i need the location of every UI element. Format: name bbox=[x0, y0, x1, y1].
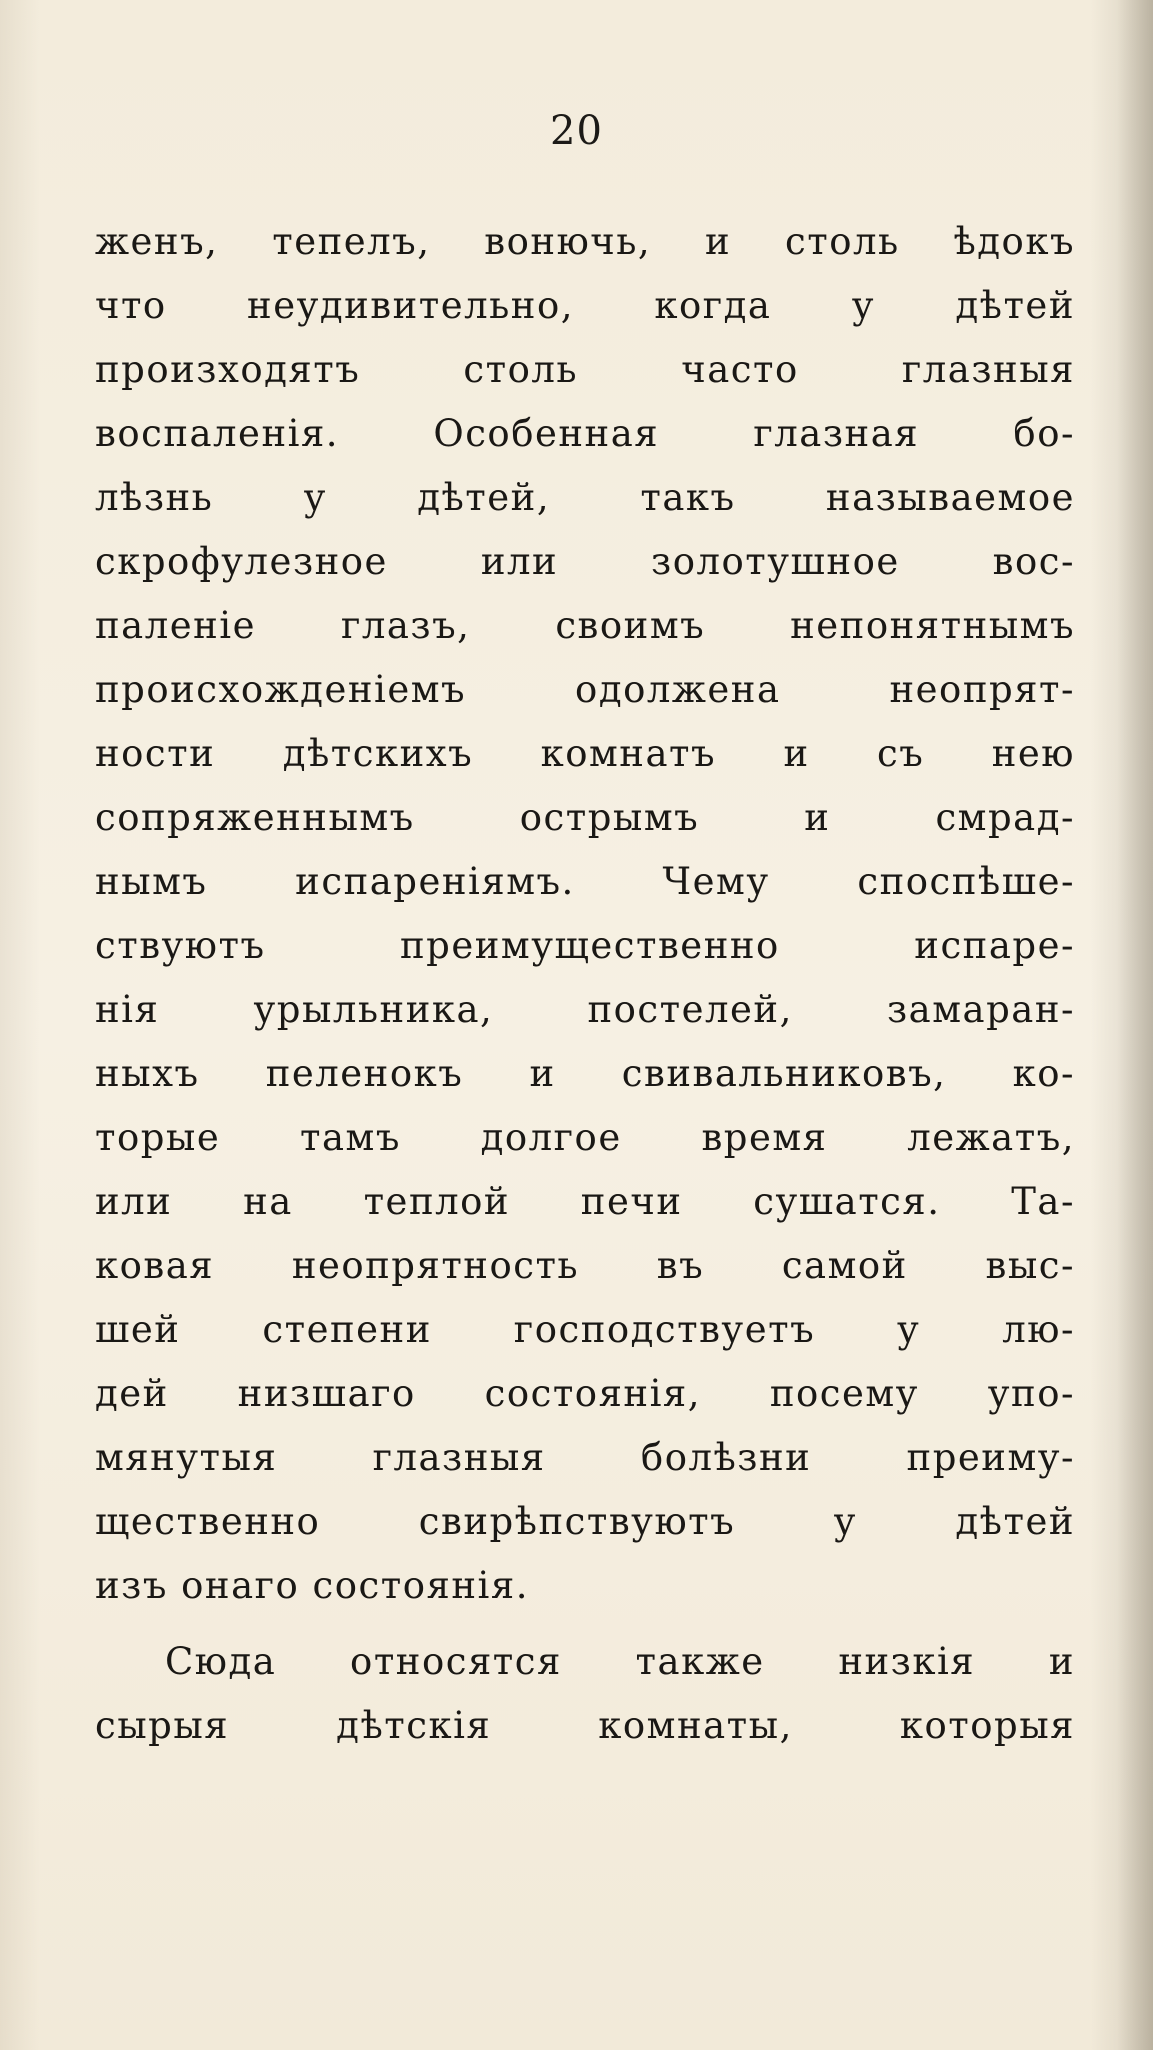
text-line: сырыя дѣтскія комнаты, которыя bbox=[95, 1704, 1075, 1747]
text-line: ныхъ пеленокъ и свивальниковъ, ко- bbox=[95, 1052, 1075, 1095]
text-line: или на теплой печи сушатся. Та- bbox=[95, 1180, 1075, 1223]
text-line: ности дѣтскихъ комнатъ и съ нею bbox=[95, 732, 1075, 775]
text-line: нія урыльника, постелей, замаран- bbox=[95, 988, 1075, 1031]
text-line: нымъ испареніямъ. Чему споспѣше- bbox=[95, 860, 1075, 903]
body-text bbox=[95, 210, 1075, 1758]
text-line: происхожденіемъ одолжена неопрят- bbox=[95, 668, 1075, 711]
text-line: ковая неопрятность въ самой выс- bbox=[95, 1244, 1075, 1287]
page-edge-shadow bbox=[1117, 0, 1153, 2050]
text-line: изъ онаго состоянія. bbox=[95, 1564, 529, 1607]
text-line: произходятъ столь часто глазныя bbox=[95, 348, 1075, 391]
text-line: щественно свирѣпствуютъ у дѣтей bbox=[95, 1500, 1075, 1543]
paragraph bbox=[95, 1630, 1075, 1758]
text-line: Сюда относятся также низкія и bbox=[165, 1640, 1075, 1683]
page-number: 20 bbox=[550, 108, 603, 154]
text-line: ствуютъ преимущественно испаре- bbox=[95, 924, 1075, 967]
text-line: торые тамъ долгое время лежатъ, bbox=[95, 1116, 1075, 1159]
text-line: мянутыя глазныя болѣзни преиму- bbox=[95, 1436, 1075, 1479]
paragraph bbox=[95, 210, 1075, 1618]
text-line: паленіе глазъ, своимъ непонятнымъ bbox=[95, 604, 1075, 647]
text-line: скрофулезное или золотушное вос- bbox=[95, 540, 1075, 583]
text-line: что неудивительно, когда у дѣтей bbox=[95, 284, 1075, 327]
paragraph-gap bbox=[95, 1618, 1075, 1630]
text-line: дей низшаго состоянія, посему упо- bbox=[95, 1372, 1075, 1415]
text-line: воспаленія. Особенная глазная бо- bbox=[95, 412, 1075, 455]
text-line: шей степени господствуетъ у лю- bbox=[95, 1308, 1075, 1351]
text-line: сопряженнымъ острымъ и смрад- bbox=[95, 796, 1075, 839]
text-line: лѣзнь у дѣтей, такъ называемое bbox=[95, 476, 1075, 519]
text-line: женъ, тепелъ, вонючь, и столь ѣдокъ bbox=[95, 220, 1075, 263]
